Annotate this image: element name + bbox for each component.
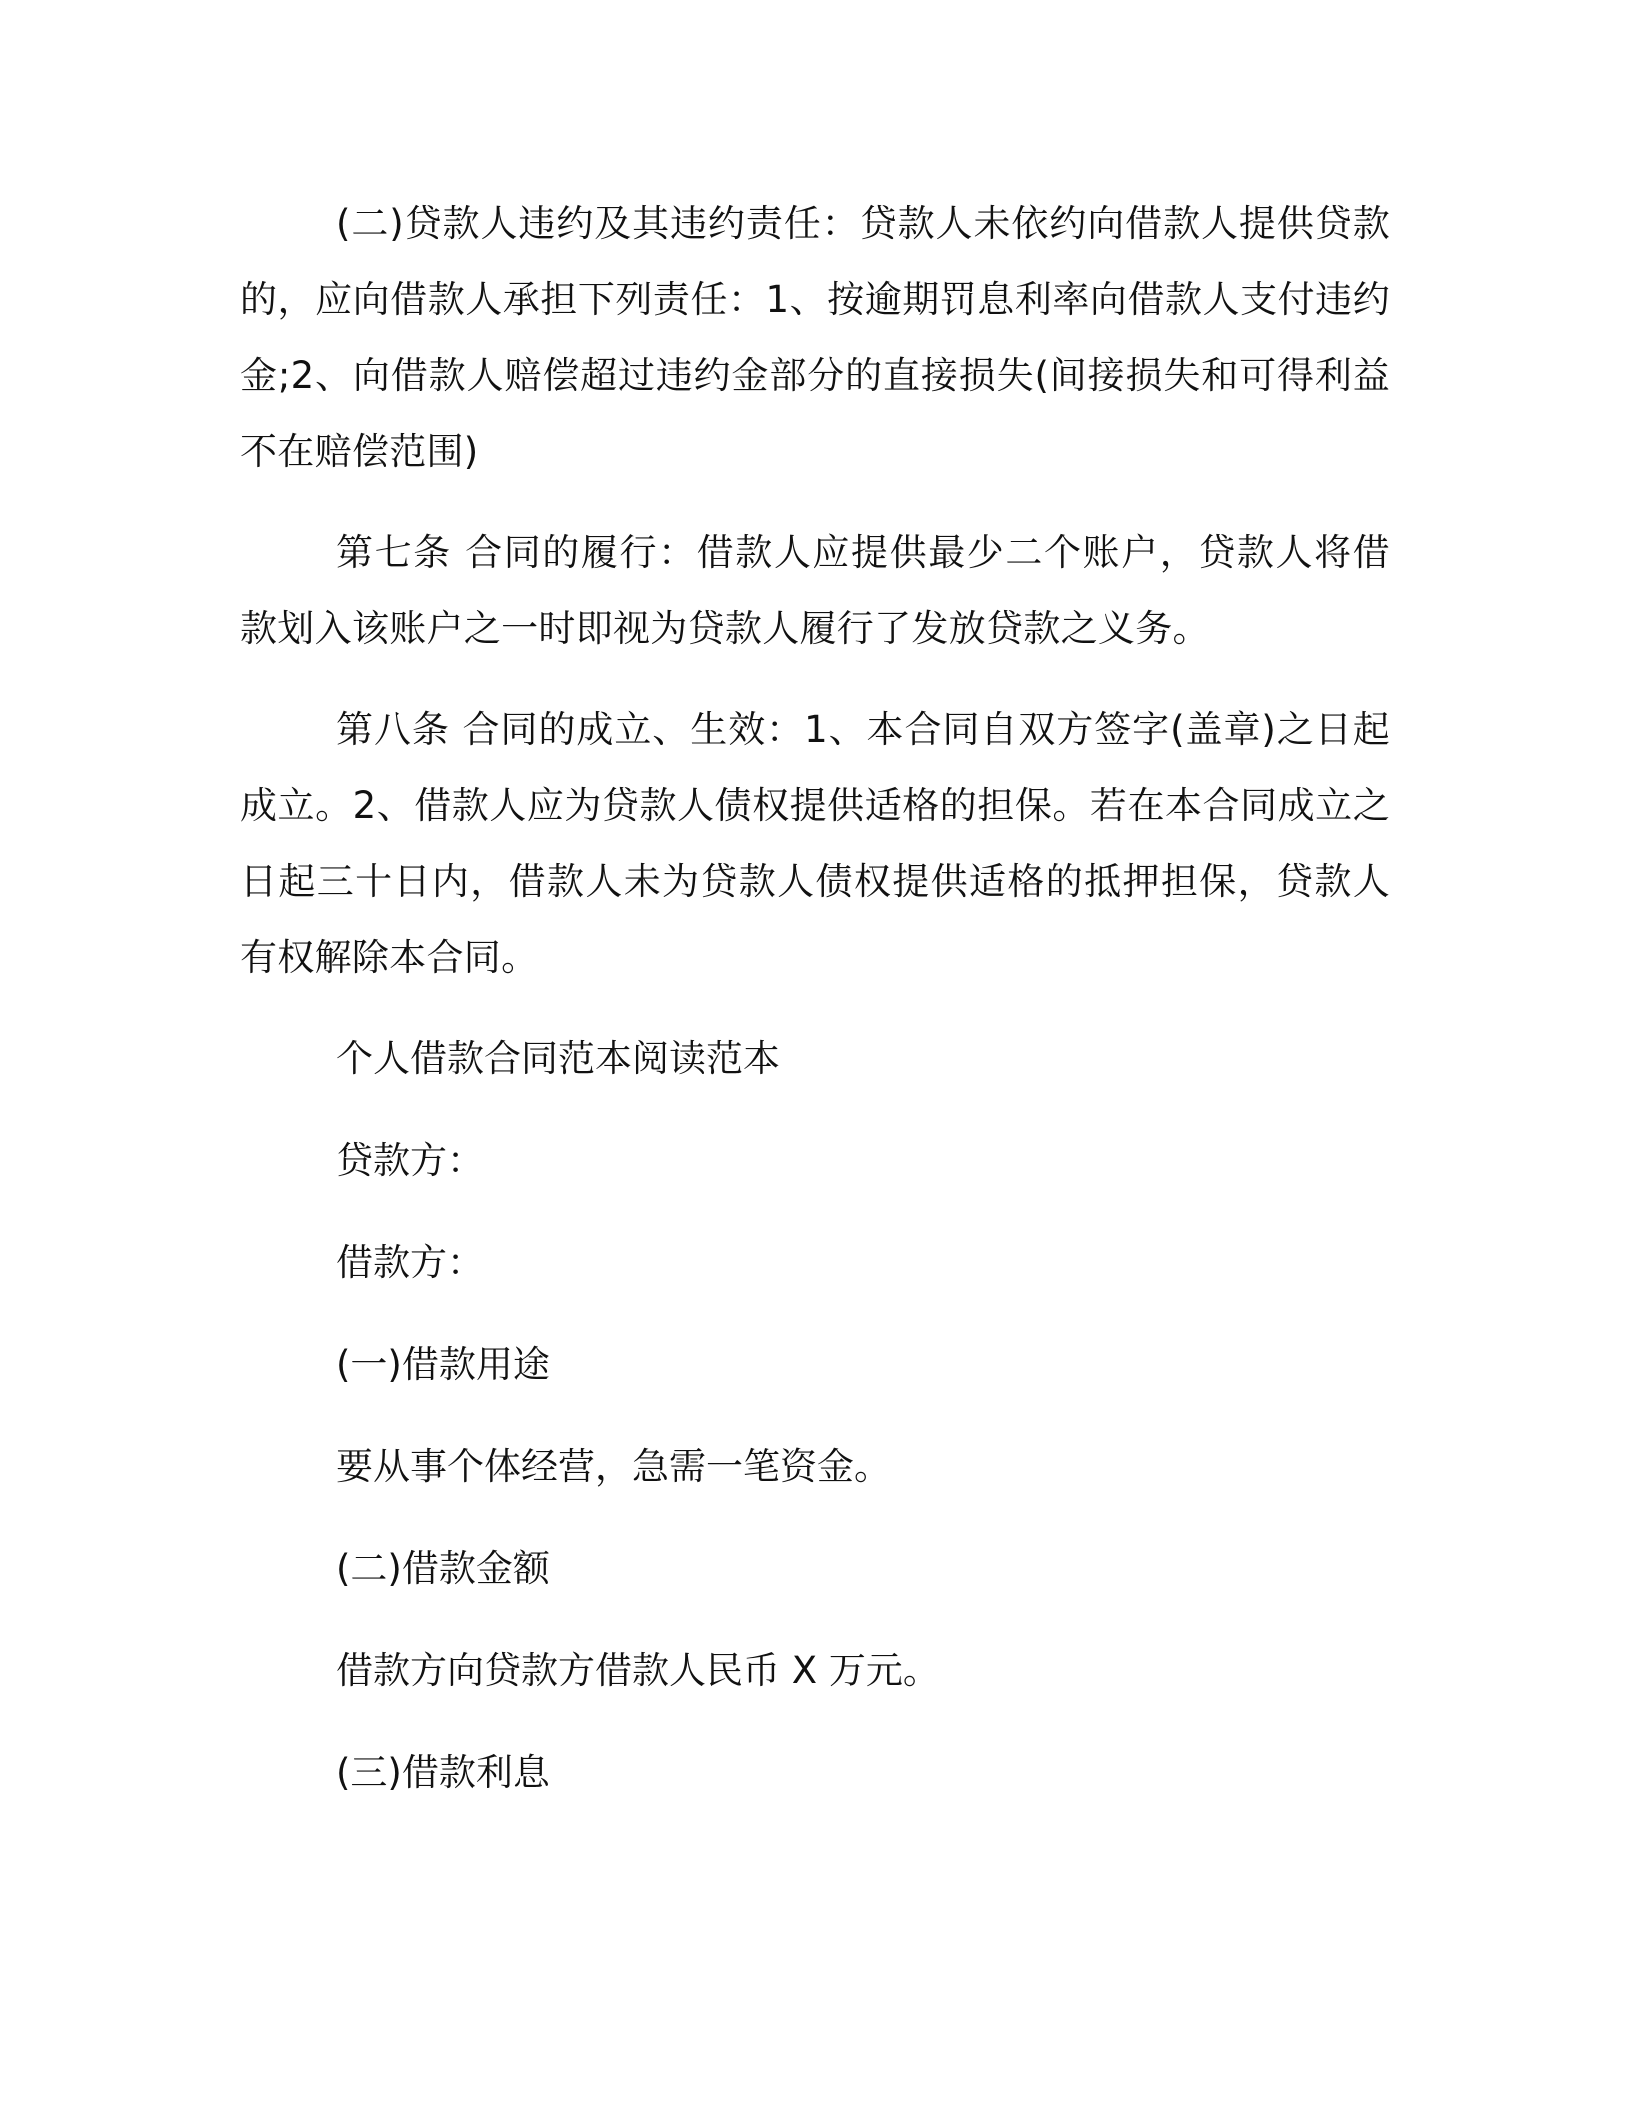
- section-loan-amount: (二)借款金额: [336, 1547, 550, 1590]
- lender-label: 贷款方：: [336, 1139, 484, 1182]
- document-title-line: 个人借款合同范本阅读范本: [336, 1037, 780, 1080]
- document-body: [240, 186, 1390, 1837]
- section-loan-interest: (三)借款利息: [336, 1751, 550, 1794]
- paragraph-lender-breach: (二)贷款人违约及其违约责任：贷款人未依约向借款人提供贷款的，应向借款人承担下列责任：1、按逾期罚息利率向借款人支付违约金;2、向借款人赔偿超过违约金部分的直接损失(间接损失和可得利益不在赔偿范围): [240, 202, 1390, 473]
- paragraph-article-8: 第八条 合同的成立、生效：1、本合同自双方签字(盖章)之日起成立。2、借款人应为贷款人债权提供适格的担保。若在本合同成立之日起三十日内，借款人未为贷款人债权提供适格的抵押担保，贷款人有权解除本合同。: [240, 708, 1390, 979]
- paragraph-article-7: 第七条 合同的履行：借款人应提供最少二个账户，贷款人将借款划入该账户之一时即视为贷款人履行了发放贷款之义务。: [240, 531, 1390, 650]
- loan-amount-text: 借款方向贷款方借款人民币 X 万元。: [336, 1649, 940, 1692]
- section-loan-purpose: (一)借款用途: [336, 1343, 550, 1386]
- loan-purpose-text: 要从事个体经营，急需一笔资金。: [336, 1445, 891, 1488]
- borrower-label: 借款方：: [336, 1241, 484, 1284]
